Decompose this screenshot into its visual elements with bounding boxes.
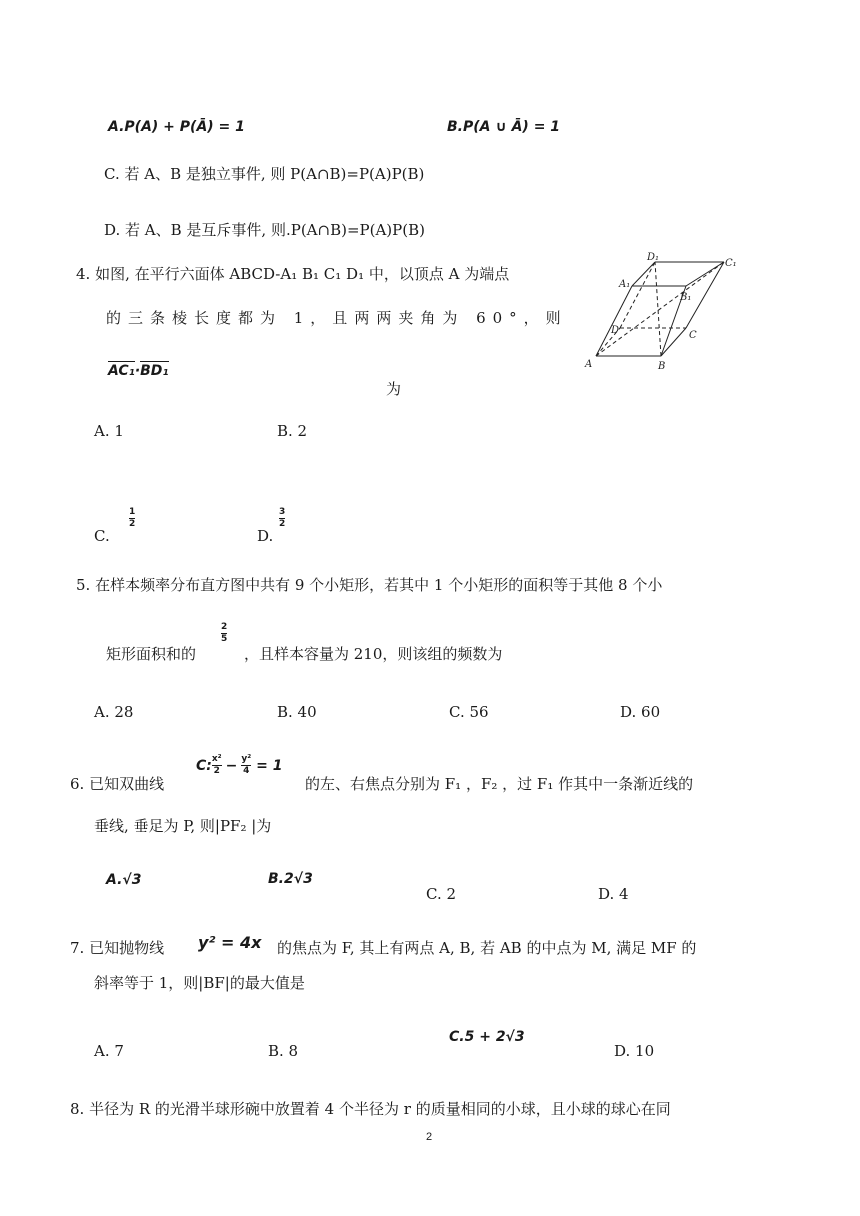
q6-stem-line1-pre: 6. 已知双曲线 [70, 775, 165, 793]
edge-cc1 [686, 262, 724, 328]
label-a: A [585, 359, 593, 370]
label-c: C [689, 330, 697, 341]
q7-stem-line2: 斜率等于 1，则|BF|的最大值是 [94, 974, 305, 992]
q5-fraction: 2 5 [221, 622, 228, 644]
q4-option-d: D. [257, 527, 274, 545]
q6-hyperbola-equation: C: $\frac{\text{x²}}{2}$ − $\frac{\text{y²}}{4}$ = 1 [196, 754, 283, 776]
q5-option-b: B. 40 [277, 703, 317, 721]
q5-stem-line2-pre: 矩形面积和的 [106, 645, 197, 663]
label-d1: D₁ [647, 252, 660, 263]
q6-option-a: A.√3 [106, 872, 142, 888]
q4-stem-line1: 4. 如图, 在平行六面体 ABCD-A₁ B₁ C₁ D₁ 中，以顶点 A 为端点 [76, 265, 510, 283]
q6-option-c: C. 2 [426, 885, 457, 903]
label-d: D [611, 325, 620, 336]
label-a1: A₁ [619, 279, 631, 290]
q7-stem-line1-post: 的焦点为 F, 其上有两点 A, B, 若 AB 的中点为 M, 满足 MF 的 [277, 939, 697, 957]
q4-option-a: A. 1 [94, 422, 124, 440]
edge-aa1 [596, 286, 632, 356]
q3-option-c: C. 若 A、B 是独立事件, 则 P(A∩B)=P(A)P(B) [104, 165, 425, 183]
q6-option-b: B.2√3 [268, 871, 313, 887]
q4-option-b: B. 2 [277, 422, 308, 440]
q4-wei: 为 [386, 380, 402, 398]
vector-bd1: BD₁ [140, 363, 169, 379]
label-c1: C₁ [725, 258, 737, 269]
q7-stem-line1-pre: 7. 已知抛物线 [70, 939, 165, 957]
edge-b1c1 [686, 262, 724, 286]
q6-option-d: D. 4 [598, 885, 629, 903]
q4-stem-line2: 的三条棱长度都为 1，且两两夹角为 60°，则 [106, 309, 568, 327]
q5-option-a: A. 28 [94, 703, 134, 721]
q4-vector-expression [108, 363, 169, 379]
q4-option-d-fraction: 3 2 [279, 507, 286, 529]
edge-dd1-hidden [620, 262, 655, 328]
q3-option-d: D. 若 A、B 是互斥事件, 则.P(A∩B)=P(A)P(B) [104, 221, 425, 239]
vector-ac1: AC₁ [108, 363, 135, 379]
q6-stem-line2: 垂线, 垂足为 P, 则|PF₂ |为 [94, 817, 272, 835]
q7-option-b: B. 8 [268, 1042, 299, 1060]
q5-stem-line2-post: ，且样本容量为 210，则该组的频数为 [244, 645, 503, 663]
q3-option-a: A.P(A) + P(Ā) = 1 [108, 119, 245, 135]
label-b1: B₁ [680, 292, 692, 303]
label-b: B [658, 361, 666, 372]
q7-option-d: D. 10 [614, 1042, 655, 1060]
q5-stem-line1: 5. 在样本频率分布直方图中共有 9 个小矩形，若其中 1 个小矩形的面积等于其他 8 个小 [76, 576, 663, 594]
q4-option-c: C. [94, 527, 110, 545]
q8-stem-line1: 8. 半径为 R 的光滑半球形碗中放置着 4 个半径为 r 的质量相同的小球，且小球的球心在同 [70, 1100, 671, 1118]
q5-option-d: D. 60 [620, 703, 661, 721]
q6-stem-line1-post: 的左、右焦点分别为 F₁ ，F₂ ，过 F₁ 作其中一条渐近线的 [305, 775, 694, 793]
q7-option-c: C.5 + 2√3 [449, 1029, 525, 1045]
dot-operator: · [134, 363, 141, 379]
parallelepiped-figure [578, 246, 742, 374]
edge-a1d1 [632, 262, 655, 286]
q5-option-c: C. 56 [449, 703, 489, 721]
q7-option-a: A. 7 [94, 1042, 124, 1060]
edge-bc [661, 328, 686, 356]
q3-option-b: B.P(A ∪ Ā) = 1 [447, 119, 561, 135]
q7-parabola-equation: y² = 4x [198, 933, 262, 952]
q4-option-c-fraction: 1 2 [129, 507, 136, 529]
page-number: 2 [426, 1131, 433, 1143]
